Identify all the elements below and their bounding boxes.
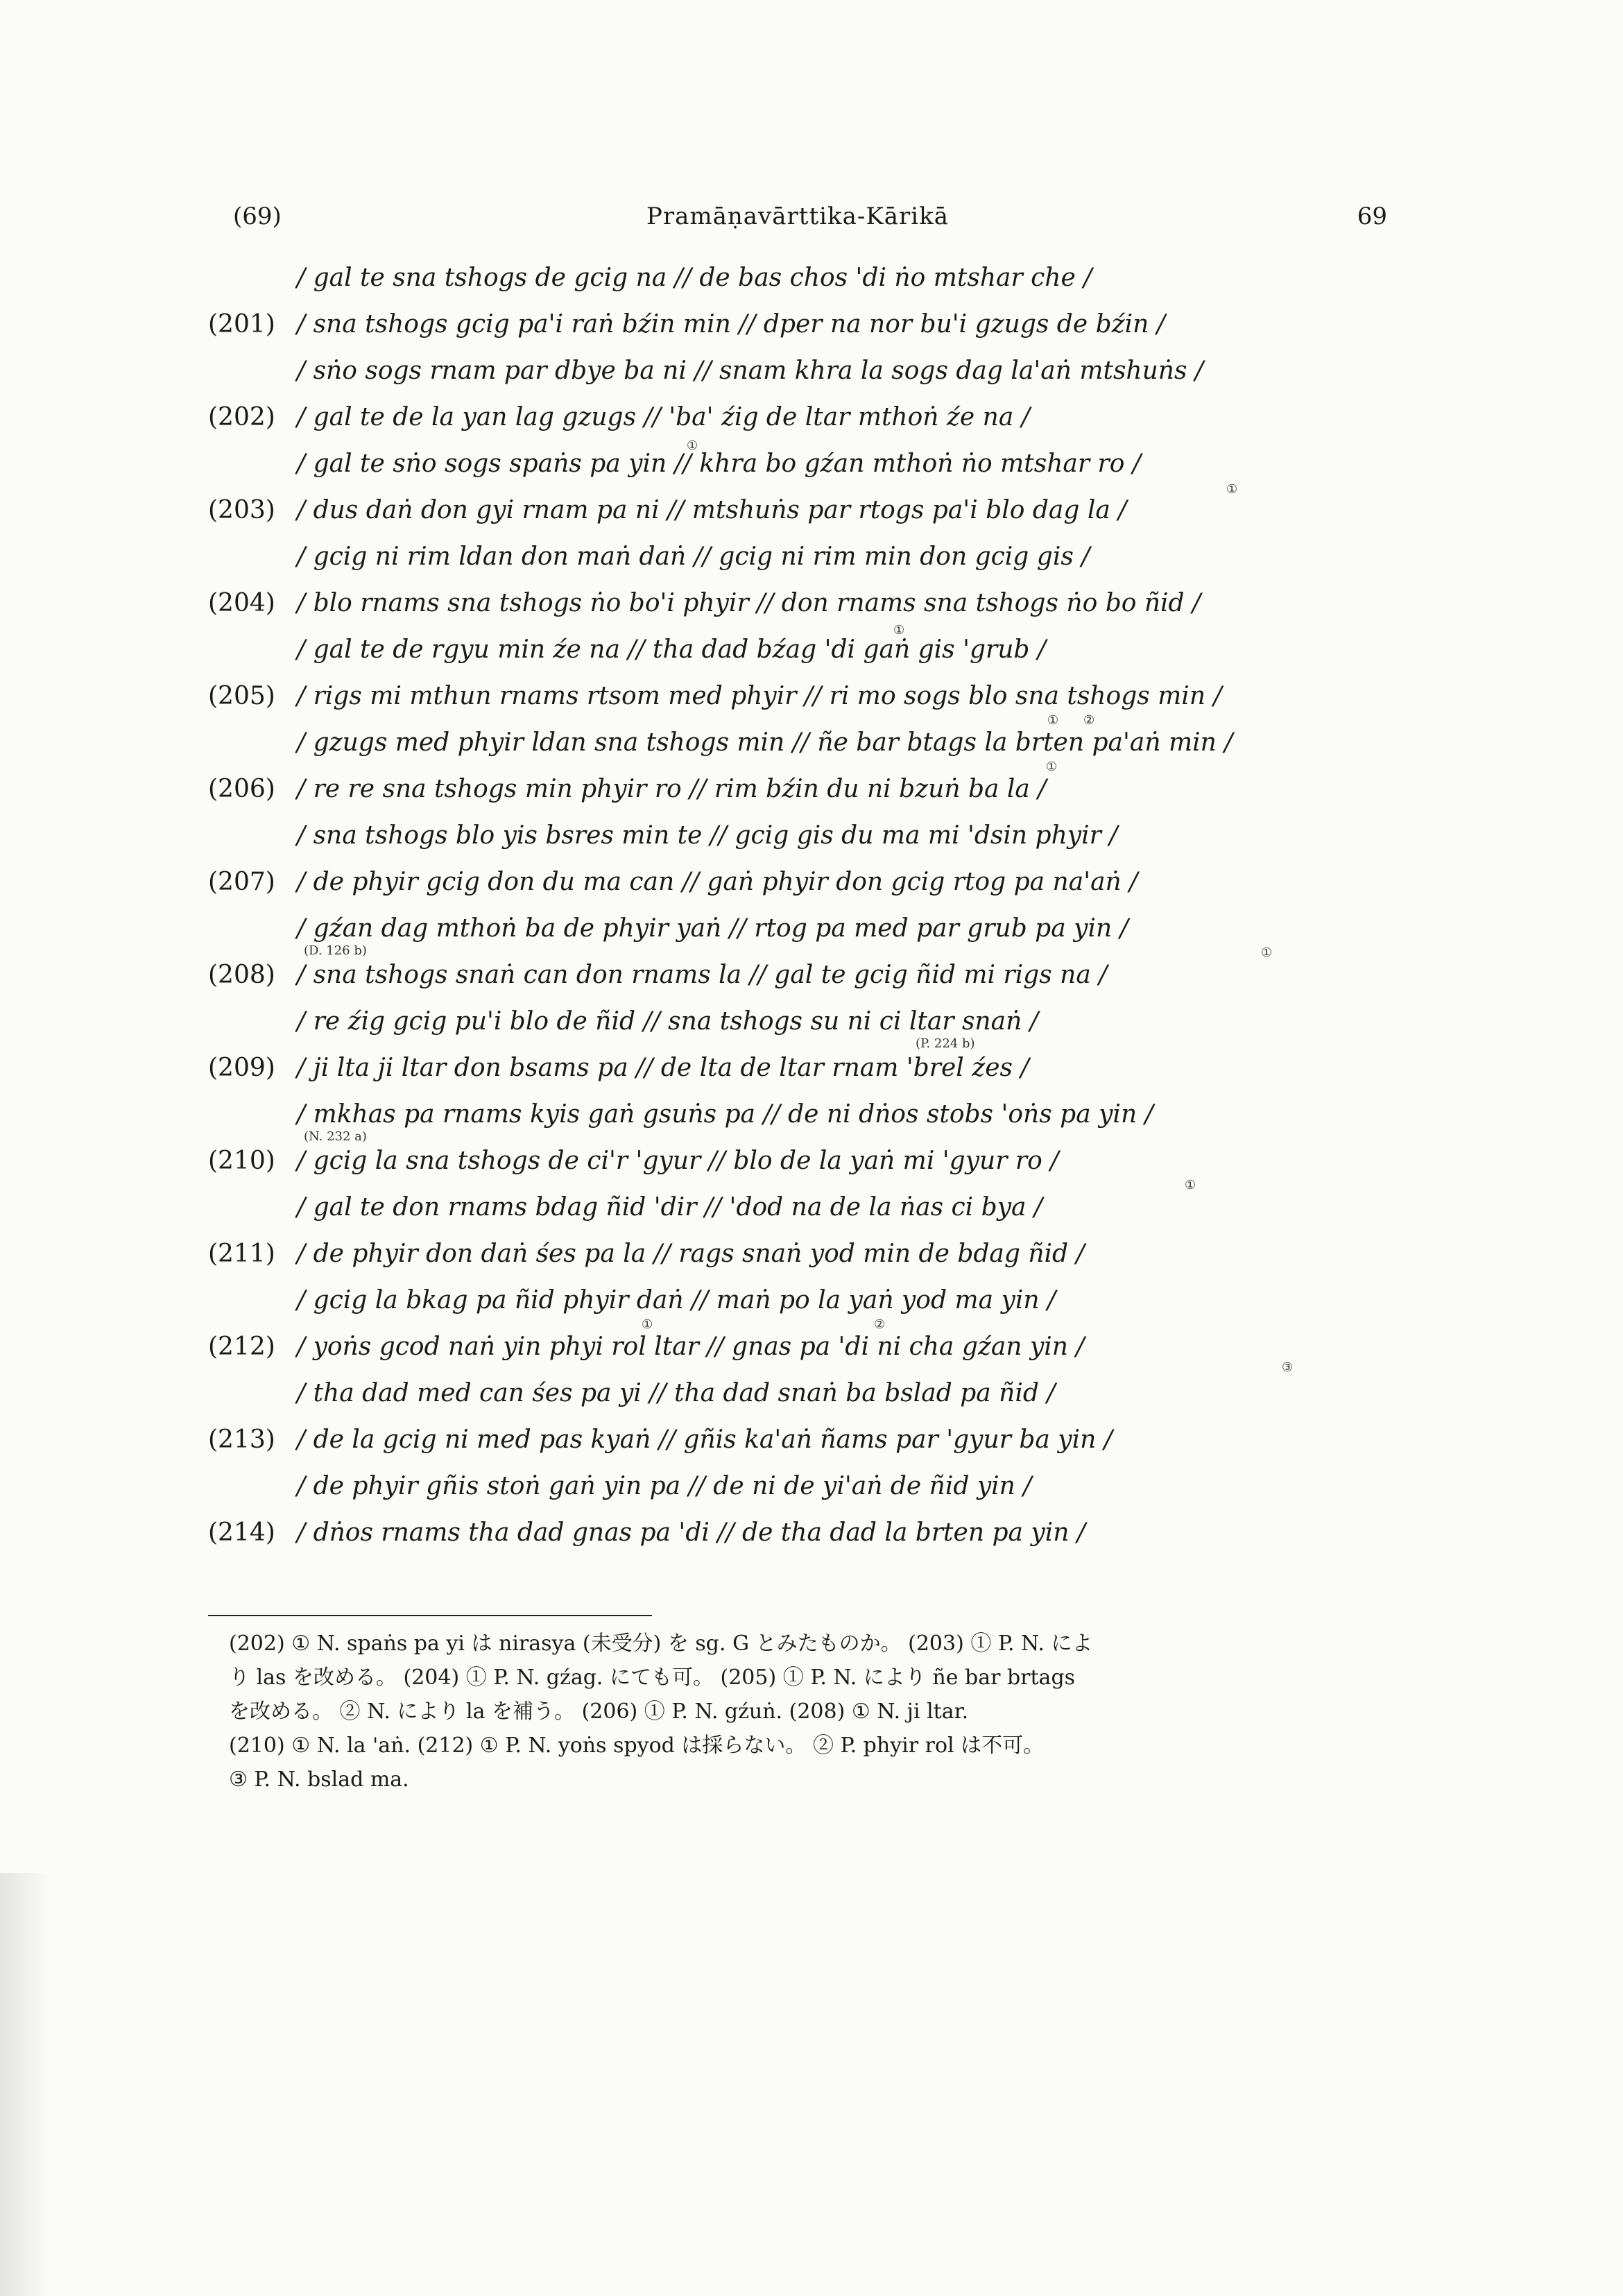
verse-text: / gal te sṅo sogs spaṅs pa yin // khra bo gźan mthoṅ ṅo mtshar ro / <box>297 449 1141 478</box>
note-mark: ② <box>1083 713 1095 728</box>
note-mark: ① <box>642 1317 653 1332</box>
verse-line <box>208 536 1401 582</box>
verse-text: / gal te sna tshogs de gcig na // de bas chos 'di ṅo mtshar che / <box>297 264 1092 292</box>
verse-text: / sna tshogs snaṅ can don rnams la // gal te gcig ñid mi rigs na / <box>297 961 1108 989</box>
verse-number: (210) <box>208 1147 275 1175</box>
note-mark: ① <box>1261 945 1273 960</box>
verse-text: / gal te de la yan lag gzugs // 'ba' źig de ltar mthoṅ źe na / <box>297 403 1030 431</box>
verse-line <box>208 438 1401 489</box>
verse-text: / gcig la sna tshogs de ci'r 'gyur // blo de la yaṅ mi 'gyur ro / <box>297 1147 1059 1175</box>
verse-line <box>208 814 1401 861</box>
verse-line <box>208 1093 1401 1144</box>
note-mark: ② <box>874 1317 886 1332</box>
footnote-line: り las を改める。 (204) ① P. N. gźag. にても可。 (205) ① P. N. により ñe bar brtags <box>229 1665 1076 1690</box>
verse-line <box>208 1233 1401 1279</box>
footnote-line: を改める。 ② N. により la を補う。 (206) ① P. N. gźuṅ. (208) ① N. ji ltar. <box>229 1699 969 1724</box>
verse-number: (211) <box>208 1240 275 1268</box>
verse-number: (203) <box>208 496 275 524</box>
verse-line <box>208 582 1401 628</box>
verse-text: / dus daṅ don gyi rnam pa ni // mtshuṅs par rtogs pa'i blo dag la / <box>297 496 1127 524</box>
verse-text: / gźan dag mthoṅ ba de phyir yaṅ // rtog pa med par grub pa yin / <box>297 914 1128 943</box>
verse-number: (206) <box>208 775 275 803</box>
verse-line <box>208 1465 1401 1511</box>
verse-text: / de phyir don daṅ śes pa la // rags snaṅ yod min de bdag ñid / <box>297 1240 1085 1268</box>
verse-text: / re źig gcig pu'i blo de ñid // sna tshogs su ni ci ltar snaṅ / <box>297 1007 1038 1036</box>
verse-line <box>208 482 1401 536</box>
verse-number: (209) <box>208 1054 275 1082</box>
folio-mark: (N. 232 a) <box>304 1129 367 1144</box>
page-label: (69) <box>233 203 282 230</box>
verse-line <box>208 1140 1401 1186</box>
note-mark: ① <box>893 623 905 637</box>
footnote-line: ③ P. N. bslad ma. <box>229 1767 409 1792</box>
verse-text: / gzugs med phyir ldan sna tshogs min // ñe bar btags la brten pa'aṅ min / <box>297 728 1233 757</box>
note-mark: ① <box>1047 713 1059 728</box>
verse-text: / de la gcig ni med pas kyaṅ // gñis ka'aṅ ñams par 'gyur ba yin / <box>297 1425 1113 1454</box>
verse-text: / gal te de rgyu min źe na // tha dad bźag 'di gaṅ gis 'grub / <box>297 635 1047 664</box>
scan-edge-shadow <box>0 1873 62 2296</box>
verse-text: / yoṅs gcod naṅ yin phyi rol ltar // gnas pa 'di ni cha gźan yin / <box>297 1333 1085 1361</box>
page-title: Pramāṇavārttika-Kārikā <box>646 203 950 230</box>
verse-line <box>208 623 1401 675</box>
verse-line <box>208 1372 1401 1419</box>
verse-text: / gcig ni rim ldan don maṅ daṅ // gcig ni rim min don gcig gis / <box>297 542 1090 571</box>
verse-text: / tha dad med can śes pa yi // tha dad snaṅ ba bslad pa ñid / <box>297 1379 1056 1407</box>
verse-text: / gcig la bkag pa ñid phyir daṅ // maṅ po la yaṅ yod ma yin / <box>297 1286 1056 1314</box>
verse-line <box>208 1000 1401 1051</box>
folio-mark: (P. 224 b) <box>916 1036 975 1051</box>
verse-text: / sna tshogs blo yis bsres min te // gcig gis du ma mi 'dsin phyir / <box>297 821 1118 850</box>
page-number: 69 <box>1357 203 1387 230</box>
footnote-rule <box>208 1615 652 1616</box>
running-header <box>208 194 1387 236</box>
verse-line <box>208 350 1401 396</box>
verse-text: / mkhas pa rnams kyis gaṅ gsuṅs pa // de ni dṅos stobs 'oṅs pa yin / <box>297 1100 1153 1129</box>
note-mark: ① <box>687 438 698 453</box>
footnote-line: (210) ① N. la 'aṅ. (212) ① P. N. yoṅs spyod は採らない。 ② P. phyir rol は不可。 <box>229 1733 1045 1758</box>
footnote-line: (202) ① N. spaṅs pa yi は nirasya (未受分) を sg. G とみたものか。 (203) ① P. N. によ <box>229 1631 1093 1656</box>
verse-line <box>208 1419 1401 1465</box>
verse-line <box>208 760 1401 814</box>
verse-number: (205) <box>208 682 275 710</box>
verse-text: / de phyir gñis stoṅ gaṅ yin pa // de ni de yi'aṅ de ñid yin / <box>297 1472 1032 1500</box>
verse-line <box>208 1047 1401 1093</box>
verse-text: / re re sna tshogs min phyir ro // rim bźin du ni bzuṅ ba la / <box>297 775 1047 803</box>
verse-line <box>208 907 1401 958</box>
verse-text: / gal te don rnams bdag ñid 'dir // 'dod na de la ṅas ci bya / <box>297 1193 1043 1222</box>
folio-mark: (D. 126 b) <box>304 943 367 958</box>
verse-text: / dṅos rnams tha dad gnas pa 'di // de tha dad la brten pa yin / <box>297 1518 1086 1547</box>
verse-line <box>208 303 1401 350</box>
verse-number: (207) <box>208 868 275 896</box>
verse-line <box>208 1317 1401 1375</box>
verse-line <box>208 1511 1401 1558</box>
footnotes <box>229 1627 1422 1797</box>
verse-number: (202) <box>208 403 275 431</box>
verse-number: (208) <box>208 961 275 989</box>
verse-line <box>208 257 1401 303</box>
verse-line <box>208 861 1401 907</box>
verse-number: (214) <box>208 1518 275 1547</box>
verse-text: / rigs mi mthun rnams rtsom med phyir // ri mo sogs blo sna tshogs min / <box>297 682 1222 710</box>
verse-line <box>208 713 1401 768</box>
verse-number: (212) <box>208 1333 275 1361</box>
verse-text: / sna tshogs gcig pa'i raṅ bźin min // dper na nor bu'i gzugs de bźin / <box>297 310 1165 339</box>
verse-number: (201) <box>208 310 275 339</box>
verse-line <box>208 1178 1401 1233</box>
verse-text: / ji lta ji ltar don bsams pa // de lta de ltar rnam 'brel źes / <box>297 1054 1029 1082</box>
verse-text: / blo rnams sna tshogs ṅo bo'i phyir // don rnams sna tshogs ṅo bo ñid / <box>297 589 1201 617</box>
verse-line <box>208 396 1401 443</box>
note-mark: ① <box>1046 760 1058 774</box>
verse-number: (213) <box>208 1425 275 1454</box>
note-mark: ① <box>1226 482 1238 497</box>
note-mark: ③ <box>1282 1360 1294 1375</box>
verse-block <box>208 257 1401 1558</box>
verse-number: (204) <box>208 589 275 617</box>
verse-text: / sṅo sogs rnam par dbye ba ni // snam khra la sogs dag la'aṅ mtshuṅs / <box>297 357 1204 385</box>
note-mark: ① <box>1185 1178 1196 1192</box>
verse-text: / de phyir gcig don du ma can // gaṅ phyir don gcig rtog pa na'aṅ / <box>297 868 1138 896</box>
verse-line <box>208 675 1401 721</box>
verse-line <box>208 1279 1401 1326</box>
